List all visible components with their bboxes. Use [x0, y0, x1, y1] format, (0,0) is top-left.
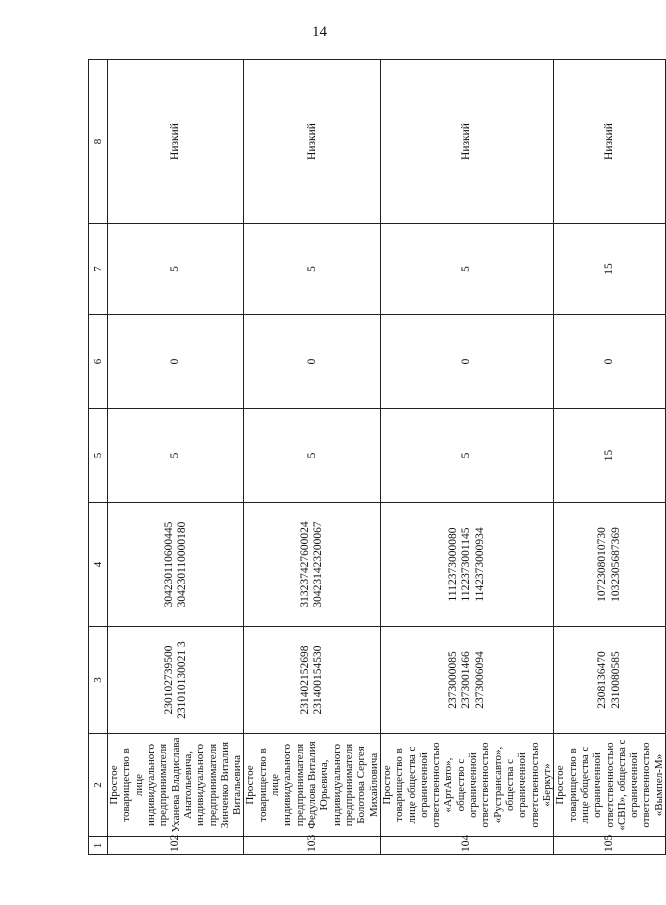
ogrn-cell: 1112373000080 1122373001145 1142373000934: [380, 503, 553, 627]
header-cell: 8: [89, 60, 108, 224]
participant-name: Простое товарищество в лице индивидуального предпринимателя Федулова Виталия Юрьевича, индивидуального предпринимателя Болотова Сергея Михайловича: [244, 734, 380, 837]
page-number: 14: [312, 24, 327, 40]
participant-name: Простое товарищество в лице общества с ограниченной ответственностью «АртАвто», общество с ограниченной ответственностью «Рустрансавто», общества с ограниченной ответственностью «Беркут»: [380, 734, 553, 837]
header-cell: 5: [89, 409, 108, 503]
inn-cell: 2373000085 2373001466 2373006094: [380, 627, 553, 734]
ogrn-cell: 313237427600024 304231423200067: [244, 503, 380, 627]
participant-name: Простое товарищество в лице индивидуального предпринимателя Уханева Владислава Анатольевича, индивидуального предпринимателя Зинченко Виталия Витальевича: [108, 734, 244, 837]
carriers-table: [88, 59, 666, 855]
col6-value: 0: [380, 315, 553, 409]
risk-level: Низкий: [108, 60, 244, 224]
header-cell: 3: [89, 627, 108, 734]
header-cell: 6: [89, 315, 108, 409]
ogrn-cell: 1072308010730 1032305687369: [554, 503, 666, 627]
risk-level: Низкий: [244, 60, 380, 224]
header-cell: 4: [89, 503, 108, 627]
col6-value: 0: [244, 315, 380, 409]
rotated-table-container: [88, 60, 665, 855]
row-number: 102: [108, 837, 244, 855]
risk-level: Низкий: [554, 60, 666, 224]
header-row: [89, 60, 108, 855]
col5-value: 15: [554, 409, 666, 503]
col7-value: 5: [244, 224, 380, 315]
col5-value: 5: [380, 409, 553, 503]
row-number: 104: [380, 837, 553, 855]
inn-cell: 230102739500 231010130021 3: [108, 627, 244, 734]
col5-value: 5: [244, 409, 380, 503]
row-number: 103: [244, 837, 380, 855]
ogrn-cell: 304230110600445 304230110000180: [108, 503, 244, 627]
col6-value: 0: [108, 315, 244, 409]
table-row: [108, 60, 244, 855]
participant-name: Простое товарищество в лице общества с ограниченной ответственностью «СВП», общества с ограниченной ответственностью «Вымпел-М»: [554, 734, 666, 837]
table-row: [380, 60, 553, 855]
col7-value: 5: [380, 224, 553, 315]
col7-value: 5: [108, 224, 244, 315]
table-row: [554, 60, 666, 855]
header-cell: 1: [89, 837, 108, 855]
col7-value: 15: [554, 224, 666, 315]
inn-cell: 2308136470 2310080585: [554, 627, 666, 734]
table-row: [244, 60, 380, 855]
header-cell: 7: [89, 224, 108, 315]
row-number: 105: [554, 837, 666, 855]
inn-cell: 231402152698 231400154530: [244, 627, 380, 734]
col6-value: 0: [554, 315, 666, 409]
risk-level: Низкий: [380, 60, 553, 224]
header-cell: 2: [89, 734, 108, 837]
col5-value: 5: [108, 409, 244, 503]
